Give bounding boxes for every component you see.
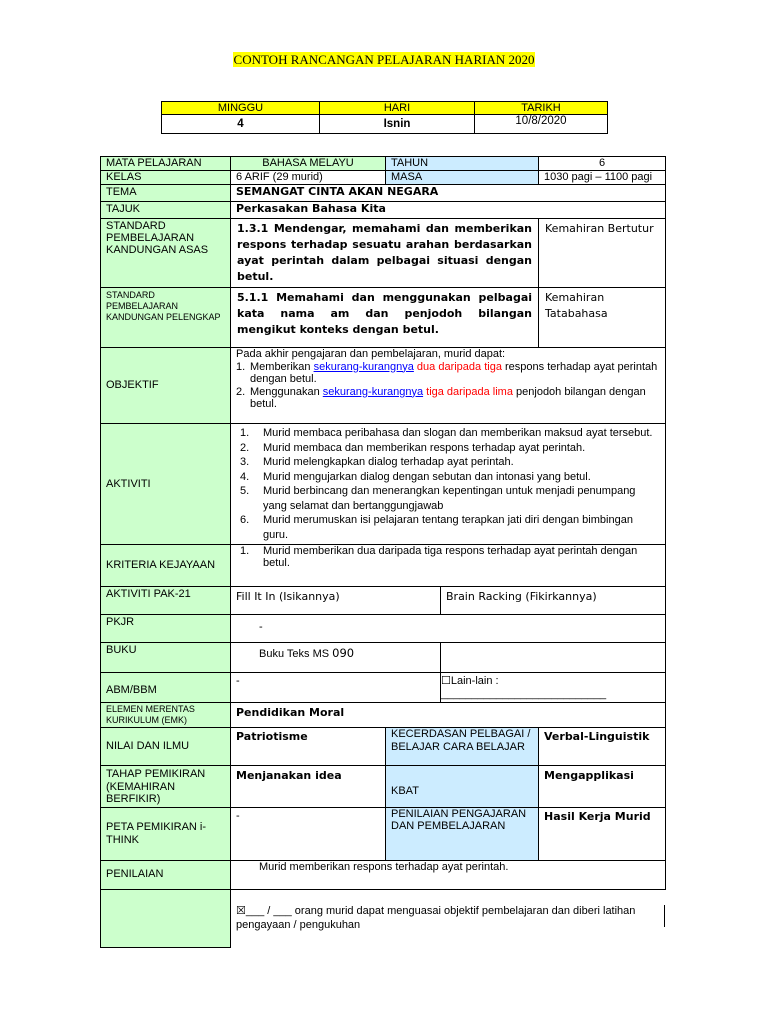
pak21-label: AKTIVITI PAK-21 xyxy=(101,587,231,615)
mata-pelajaran-label: MATA PELAJARAN xyxy=(101,157,231,171)
objektif-intro: Pada akhir pengajaran dan pembelajaran, murid dapat: xyxy=(236,348,506,360)
spka-value: 1.3.1 Mendengar, memahami dan memberikan respons terhadap sesuatu arahan berdasarkan ayat perintah dalam pelbagai situasi dengan betul. xyxy=(231,219,539,288)
aktiviti-item: 3. Murid melengkapkan dialog terhadap ayat perintah. xyxy=(240,456,514,468)
abm-value: - xyxy=(231,673,441,703)
minggu-label: MINGGU xyxy=(162,102,320,115)
tahun-value: 6 xyxy=(539,157,666,171)
tahun-label: TAHUN xyxy=(386,157,539,171)
abm-label: ABM/BBM xyxy=(101,673,231,703)
row-pkjr xyxy=(101,615,666,643)
row-buku xyxy=(101,643,666,673)
tarikh-label: TARIKH xyxy=(475,102,608,115)
row-objektif xyxy=(101,348,666,424)
row-aktiviti xyxy=(101,424,666,545)
nilai-value: Patriotisme xyxy=(231,728,386,766)
tarikh-value: 10/8/2020 xyxy=(475,115,608,134)
refleksi-content xyxy=(231,889,666,947)
spkp-label: STANDARD PEMBELAJARAN KANDUNGAN PELENGKAP xyxy=(101,288,231,348)
tema-label: TEMA xyxy=(101,185,231,202)
buku-value: Buku Teks MS 090 xyxy=(231,643,441,673)
row-peta xyxy=(101,807,666,860)
row-emk xyxy=(101,703,666,728)
objektif-item: 1. Memberikan sekurang-kurangnya dua daripada tiga respons terhadap ayat perintah dengan betul. xyxy=(236,360,658,385)
row-mata-pelajaran xyxy=(101,157,666,171)
aktiviti-item: 4. Murid mengujarkan dialog dengan sebutan dan intonasi yang betul. xyxy=(240,470,591,483)
pak21-value-1: Fill It In (Isikannya) xyxy=(231,587,441,615)
kelas-value: 6 ARIF (29 murid) xyxy=(231,171,386,185)
kbat-label: KBAT xyxy=(386,766,539,808)
spka-skill: Kemahiran Bertutur xyxy=(539,219,666,288)
tajuk-label: TAJUK xyxy=(101,202,231,219)
aktiviti-item: 2. Murid membaca dan memberikan respons terhadap ayat perintah. xyxy=(240,441,586,454)
penilaian-label: PENILAIAN xyxy=(101,860,231,889)
row-penilaian xyxy=(101,860,666,889)
row-pak21 xyxy=(101,587,666,615)
buku-empty xyxy=(441,643,666,673)
hari-value: Isnin xyxy=(320,115,475,134)
row-tajuk xyxy=(101,202,666,219)
pkjr-value: - xyxy=(231,615,666,643)
objektif-item: 2. Menggunakan sekurang-kurangnya tiga daripada lima penjodoh bilangan dengan betul. xyxy=(236,385,646,410)
mata-pelajaran-value: BAHASA MELAYU xyxy=(231,157,386,171)
emk-label: ELEMEN MERENTAS KURIKULUM (EMK) xyxy=(101,703,231,728)
aktiviti-item: 1. Murid membaca peribahasa dan slogan dan memberikan maksud ayat tersebut. xyxy=(240,427,653,439)
refleksi-text: ___ / ___ orang murid dapat menguasai objektif pembelajaran dan diberi latihan pengayaan / pengukuhan xyxy=(236,904,636,931)
aktiviti-content xyxy=(231,424,666,545)
spkp-value: 5.1.1 Memahami dan menggunakan pelbagai kata nama am dan penjodoh bilangan mengikut konteks dengan betul. xyxy=(231,288,539,348)
peta-value: - xyxy=(231,807,386,860)
row-refleksi xyxy=(101,889,666,947)
kecerdasan-value: Verbal-Linguistik xyxy=(539,728,666,766)
spkp-skill: Kemahiran Tatabahasa xyxy=(539,288,666,348)
checkbox-icon[interactable]: ☒ xyxy=(236,904,246,917)
objektif-content xyxy=(231,348,666,424)
row-tema xyxy=(101,185,666,202)
nilai-label: NILAI DAN ILMU xyxy=(101,728,231,766)
row-spkp xyxy=(101,288,666,348)
penilaian-pdp-label: PENILAIAN PENGAJARAN DAN PEMBELAJARAN xyxy=(386,807,539,860)
kecerdasan-label: KECERDASAN PELBAGAI / BELAJAR CARA BELAJAR xyxy=(386,728,539,766)
row-kriteria xyxy=(101,545,666,587)
pak21-value-2: Brain Racking (Fikirkannya) xyxy=(441,587,666,615)
row-nilai xyxy=(101,728,666,766)
objektif-list xyxy=(236,361,660,411)
abm-other: ☐Lain-lain : ___________________________ xyxy=(441,673,666,703)
peta-label: PETA PEMIKIRAN i-THINK xyxy=(101,807,231,860)
spka-label: STANDARD PEMBELAJARAN KANDUNGAN ASAS xyxy=(101,219,231,288)
row-spka xyxy=(101,219,666,288)
tahap-value: Menjanakan idea xyxy=(231,766,386,808)
aktiviti-item: 5. Murid berbincang dan menerangkan kepentingan untuk menjadi penumpang yang selamat dan bertanggungjawab xyxy=(240,485,636,512)
tahap-label: TAHAP PEMIKIRAN (KEMAHIRAN BERFIKIR) xyxy=(101,766,231,808)
pkjr-label: PKJR xyxy=(101,615,231,643)
penilaian-value: Murid memberikan respons terhadap ayat perintah. xyxy=(231,860,666,889)
kelas-label: KELAS xyxy=(101,171,231,185)
aktiviti-item: 6. Murid merumuskan isi pelajaran tentang terapkan jati diri dengan bimbingan guru. xyxy=(240,514,633,541)
objektif-label: OBJEKTIF xyxy=(101,348,231,424)
aktiviti-label: AKTIVITI xyxy=(101,424,231,545)
tema-value: SEMANGAT CINTA AKAN NEGARA xyxy=(231,185,666,202)
aktiviti-list xyxy=(236,426,660,542)
masa-label: MASA xyxy=(386,171,539,185)
minggu-value: 4 xyxy=(162,115,320,134)
tajuk-value: Perkasakan Bahasa Kita xyxy=(231,202,666,219)
hari-label: HARI xyxy=(320,102,475,115)
penilaian-pdp-value: Hasil Kerja Murid xyxy=(539,807,666,860)
buku-page: 090 xyxy=(332,646,355,660)
row-tahap xyxy=(101,766,666,808)
emk-value: Pendidikan Moral xyxy=(231,703,666,728)
header-table xyxy=(161,101,608,134)
row-abm xyxy=(101,673,666,703)
kbat-value: Mengapplikasi xyxy=(539,766,666,808)
page-title: CONTOH RANCANGAN PELAJARAN HARIAN 2020 xyxy=(233,52,535,67)
buku-label: BUKU xyxy=(101,643,231,673)
refleksi-label xyxy=(101,889,231,947)
kriteria-label: KRITERIA KEJAYAAN xyxy=(101,545,231,587)
kriteria-item: 1. Murid memberikan dua daripada tiga respons terhadap ayat perintah dengan betul. xyxy=(240,545,638,569)
table-right-edge xyxy=(664,905,665,927)
kriteria-content xyxy=(231,545,666,587)
row-kelas xyxy=(101,171,666,185)
lesson-plan-table xyxy=(100,156,666,948)
masa-value: 1030 pagi – 1100 pagi xyxy=(539,171,666,185)
